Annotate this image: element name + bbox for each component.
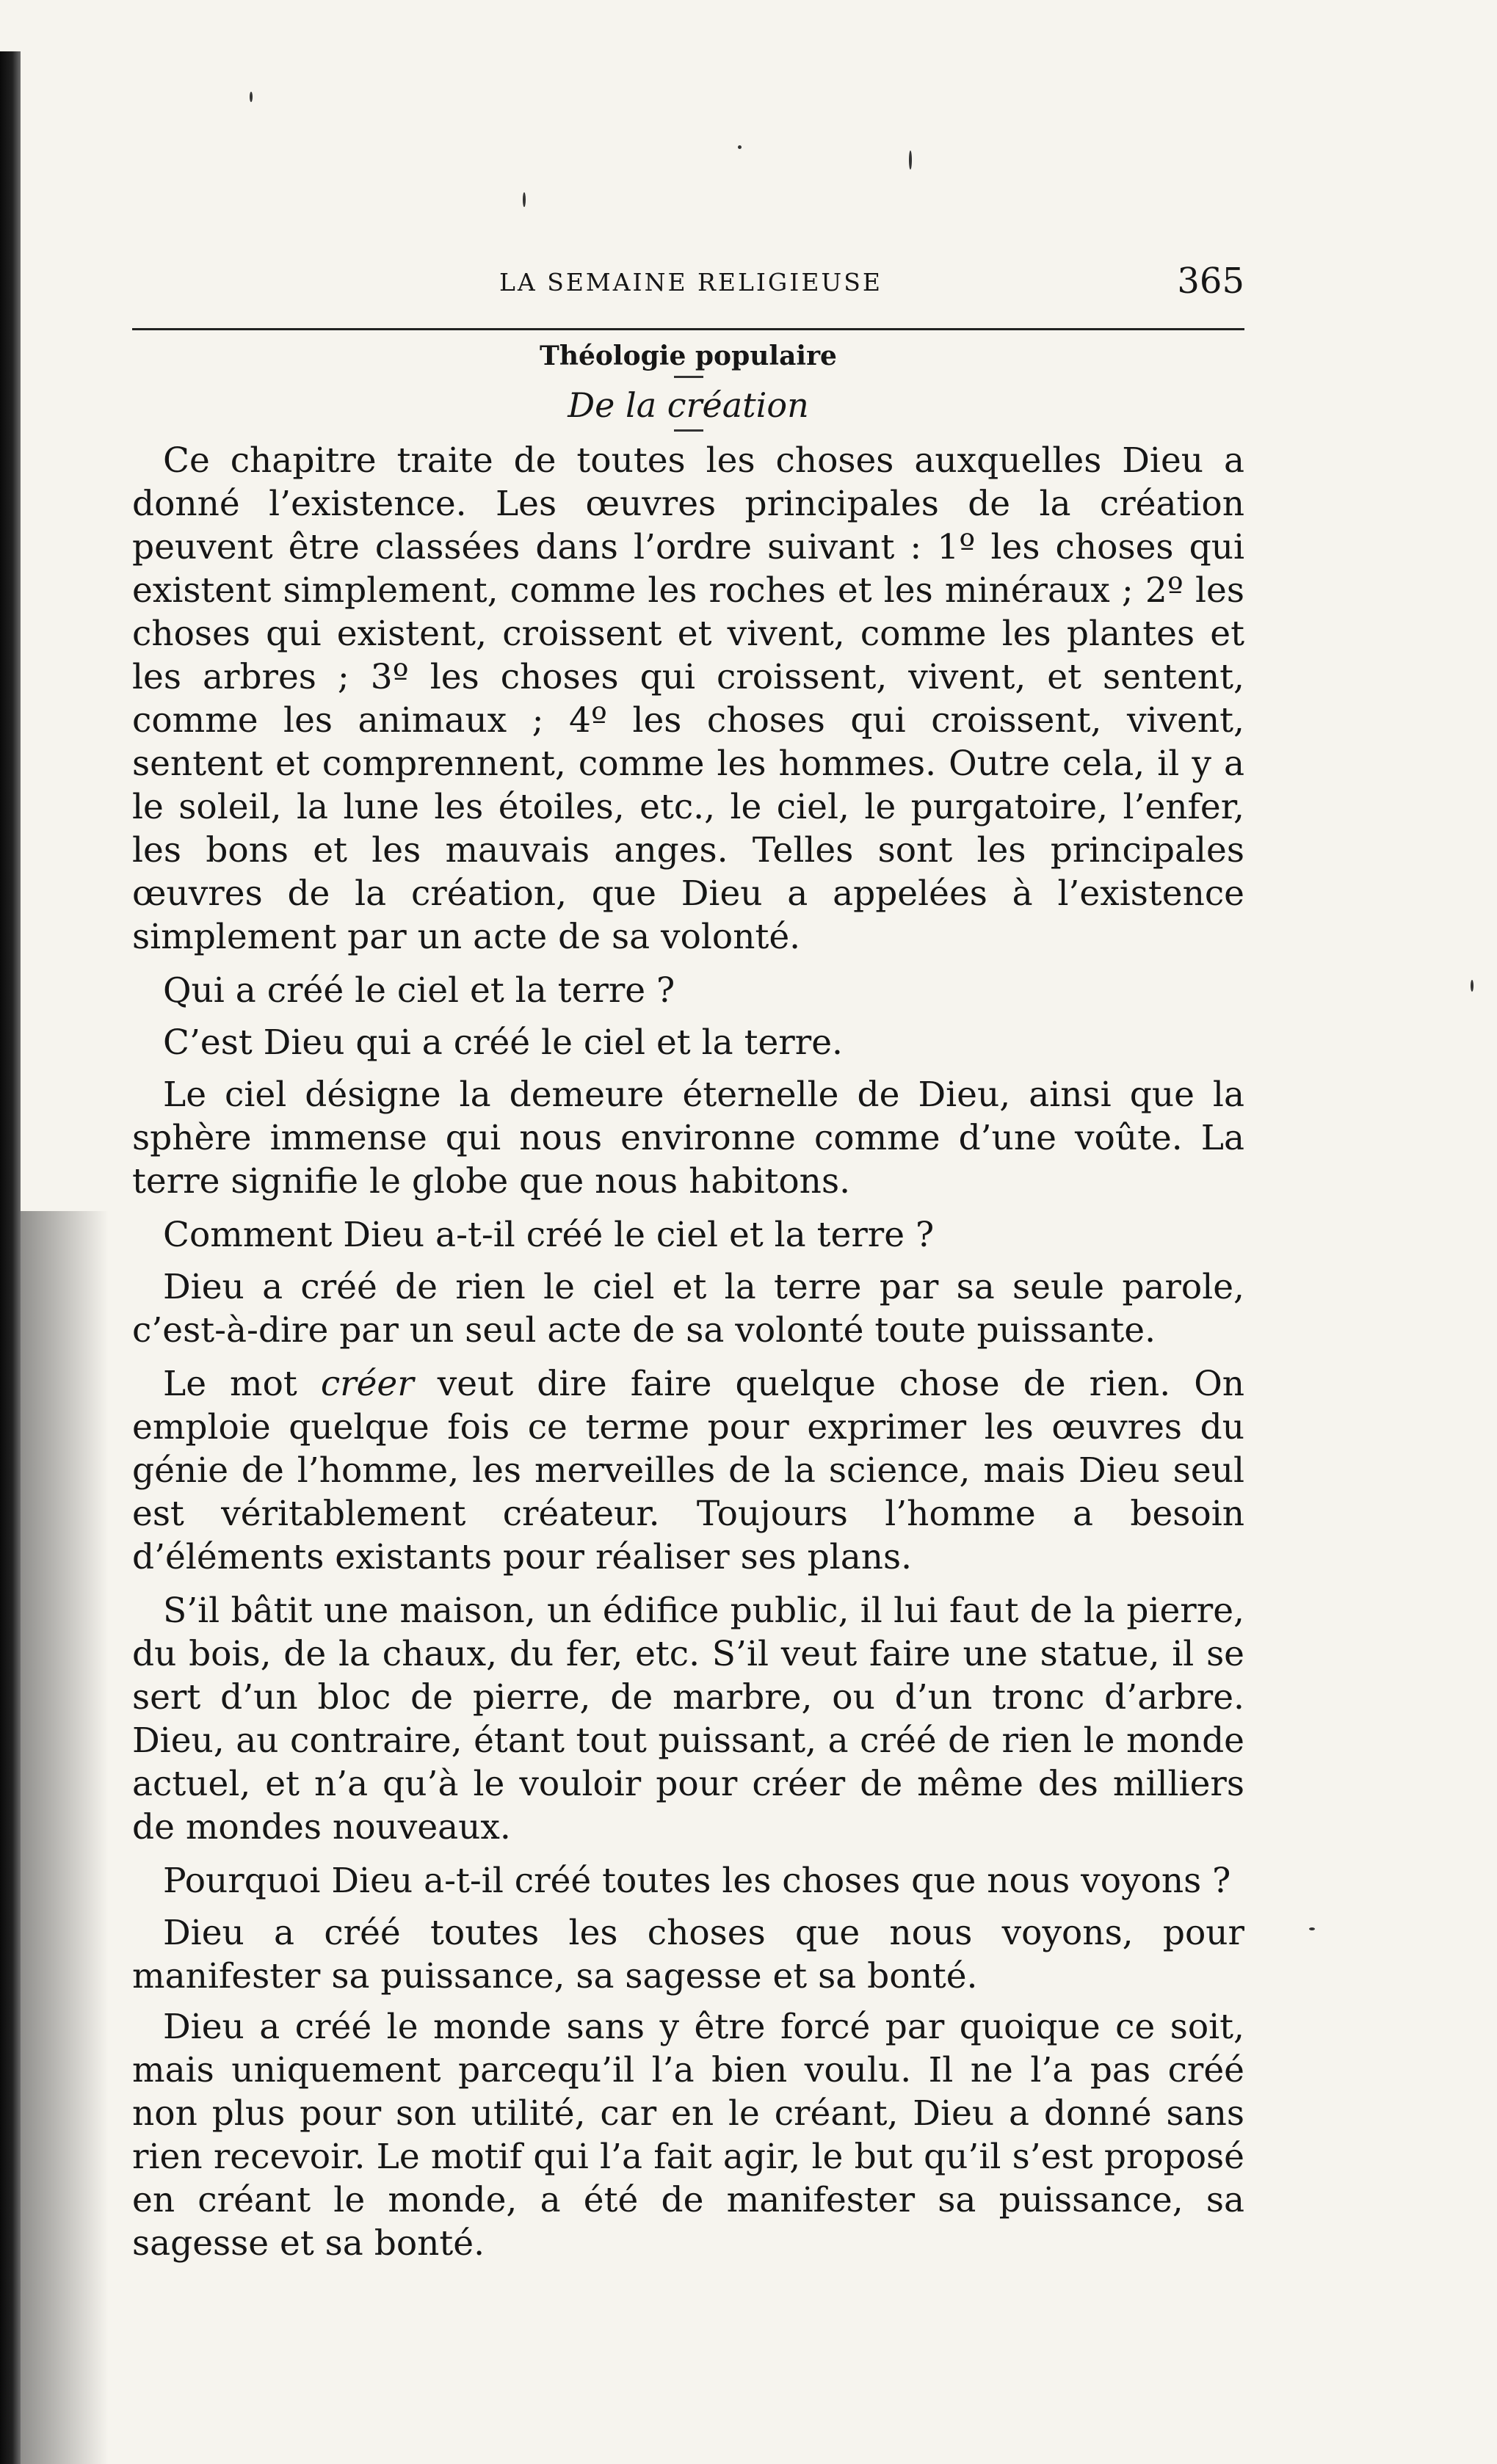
print-speck [1471, 980, 1474, 992]
header-rule [132, 328, 1244, 330]
book-page [132, 261, 1244, 2275]
paragraph [132, 1362, 1244, 1579]
paragraph: Ce chapitre traite de toutes les choses auxquelles Dieu a donné l’existence. Les œuvres principales de la création peuvent être classées dans l’ordre suivant : 1º les choses qui existent simplement, comme les roches et les minéraux ; 2º les choses qui existent, croissent et vivent, comme les plantes et les arbres ; 3º les choses qui croissent, vivent, et sentent, comme les animaux ; 4º les choses qui croissent, vivent, sentent et comprennent, comme les hommes. Outre cela, il y a le soleil, la lune les étoiles, etc., le ciel, le purgatoire, l’enfer, les bons et les mauvais anges. Telles sont les principales œuvres de la création, que Dieu a appelées à l’existence simplement par un acte de sa volonté. [132, 440, 1244, 957]
page-number: 365 [1177, 261, 1244, 302]
answer: Dieu a créé de rien le ciel et la terre par sa seule parole, c’est-à-dire par un seul acte de sa volonté toute puissante. [132, 1267, 1244, 1351]
paragraph: Dieu a créé le monde sans y être forcé par quoique ce soit, mais uniquement parcequ’il l’a bien voulu. Il ne l’a pas créé non plus pour son utilité, car en le créant, Dieu a donné sans rien recevoir. Le motif qui l’a fait agir, le but qu’il s’est proposé en créant le monde, a été de manifester sa puissance, sa sagesse et sa bonté. [132, 2007, 1244, 2264]
paragraph: Le ciel désigne la demeure éternelle de Dieu, ainsi que la sphère immense qui nous environne comme d’une voûte. La terre signifie le globe que nous habitons. [132, 1075, 1244, 1202]
binding-edge [0, 51, 21, 2464]
chapter-title: De la création [568, 385, 809, 425]
print-speck [738, 145, 742, 149]
answer: Dieu a créé toutes les choses que nous voyons, pour manifester sa puissance, sa sagesse et sa bonté. [132, 1913, 1244, 1996]
question: Qui a créé le ciel et la terre ? [163, 970, 675, 1011]
paragraph: S’il bâtit une maison, un édifice public, il lui faut de la pierre, du bois, de la chaux, du fer, etc. S’il veut faire une statue, il se sert d’un bloc de pierre, de marbre, ou d’un tronc d’arbre. Dieu, au contraire, étant tout puissant, a créé de rien le monde actuel, et n’a qu’à le vouloir pour créer de même des milliers de mondes nouveaux. [132, 1591, 1244, 1847]
print-speck [523, 192, 526, 207]
section-title: Théologie populaire [540, 341, 837, 371]
running-head [132, 261, 1244, 312]
title-divider [674, 429, 703, 432]
paragraph-text: veut dire faire quelque chose de rien. On emploie quelque fois ce terme pour exprimer les œuvres du génie de l’homme, les merveilles de la science, mais Dieu seul est véritablement créateur. Toujours l’homme a besoin d’éléments existants pour réaliser ses plans. [132, 1364, 1244, 1577]
answer: C’est Dieu qui a créé le ciel et la terre. [163, 1022, 844, 1063]
print-speck [909, 150, 912, 170]
print-speck [250, 92, 253, 102]
title-divider [674, 376, 703, 378]
paragraph-text: Le mot [163, 1364, 321, 1404]
binding-shadow [21, 1211, 109, 2464]
print-speck [1309, 1927, 1315, 1930]
question: Comment Dieu a-t-il créé le ciel et la terre ? [163, 1215, 935, 1255]
running-title: LA SEMAINE RELIGIEUSE [499, 268, 882, 297]
question: Pourquoi Dieu a-t-il créé toutes les choses que nous voyons ? [163, 1861, 1231, 1901]
emphasized-word: créer [320, 1364, 414, 1404]
